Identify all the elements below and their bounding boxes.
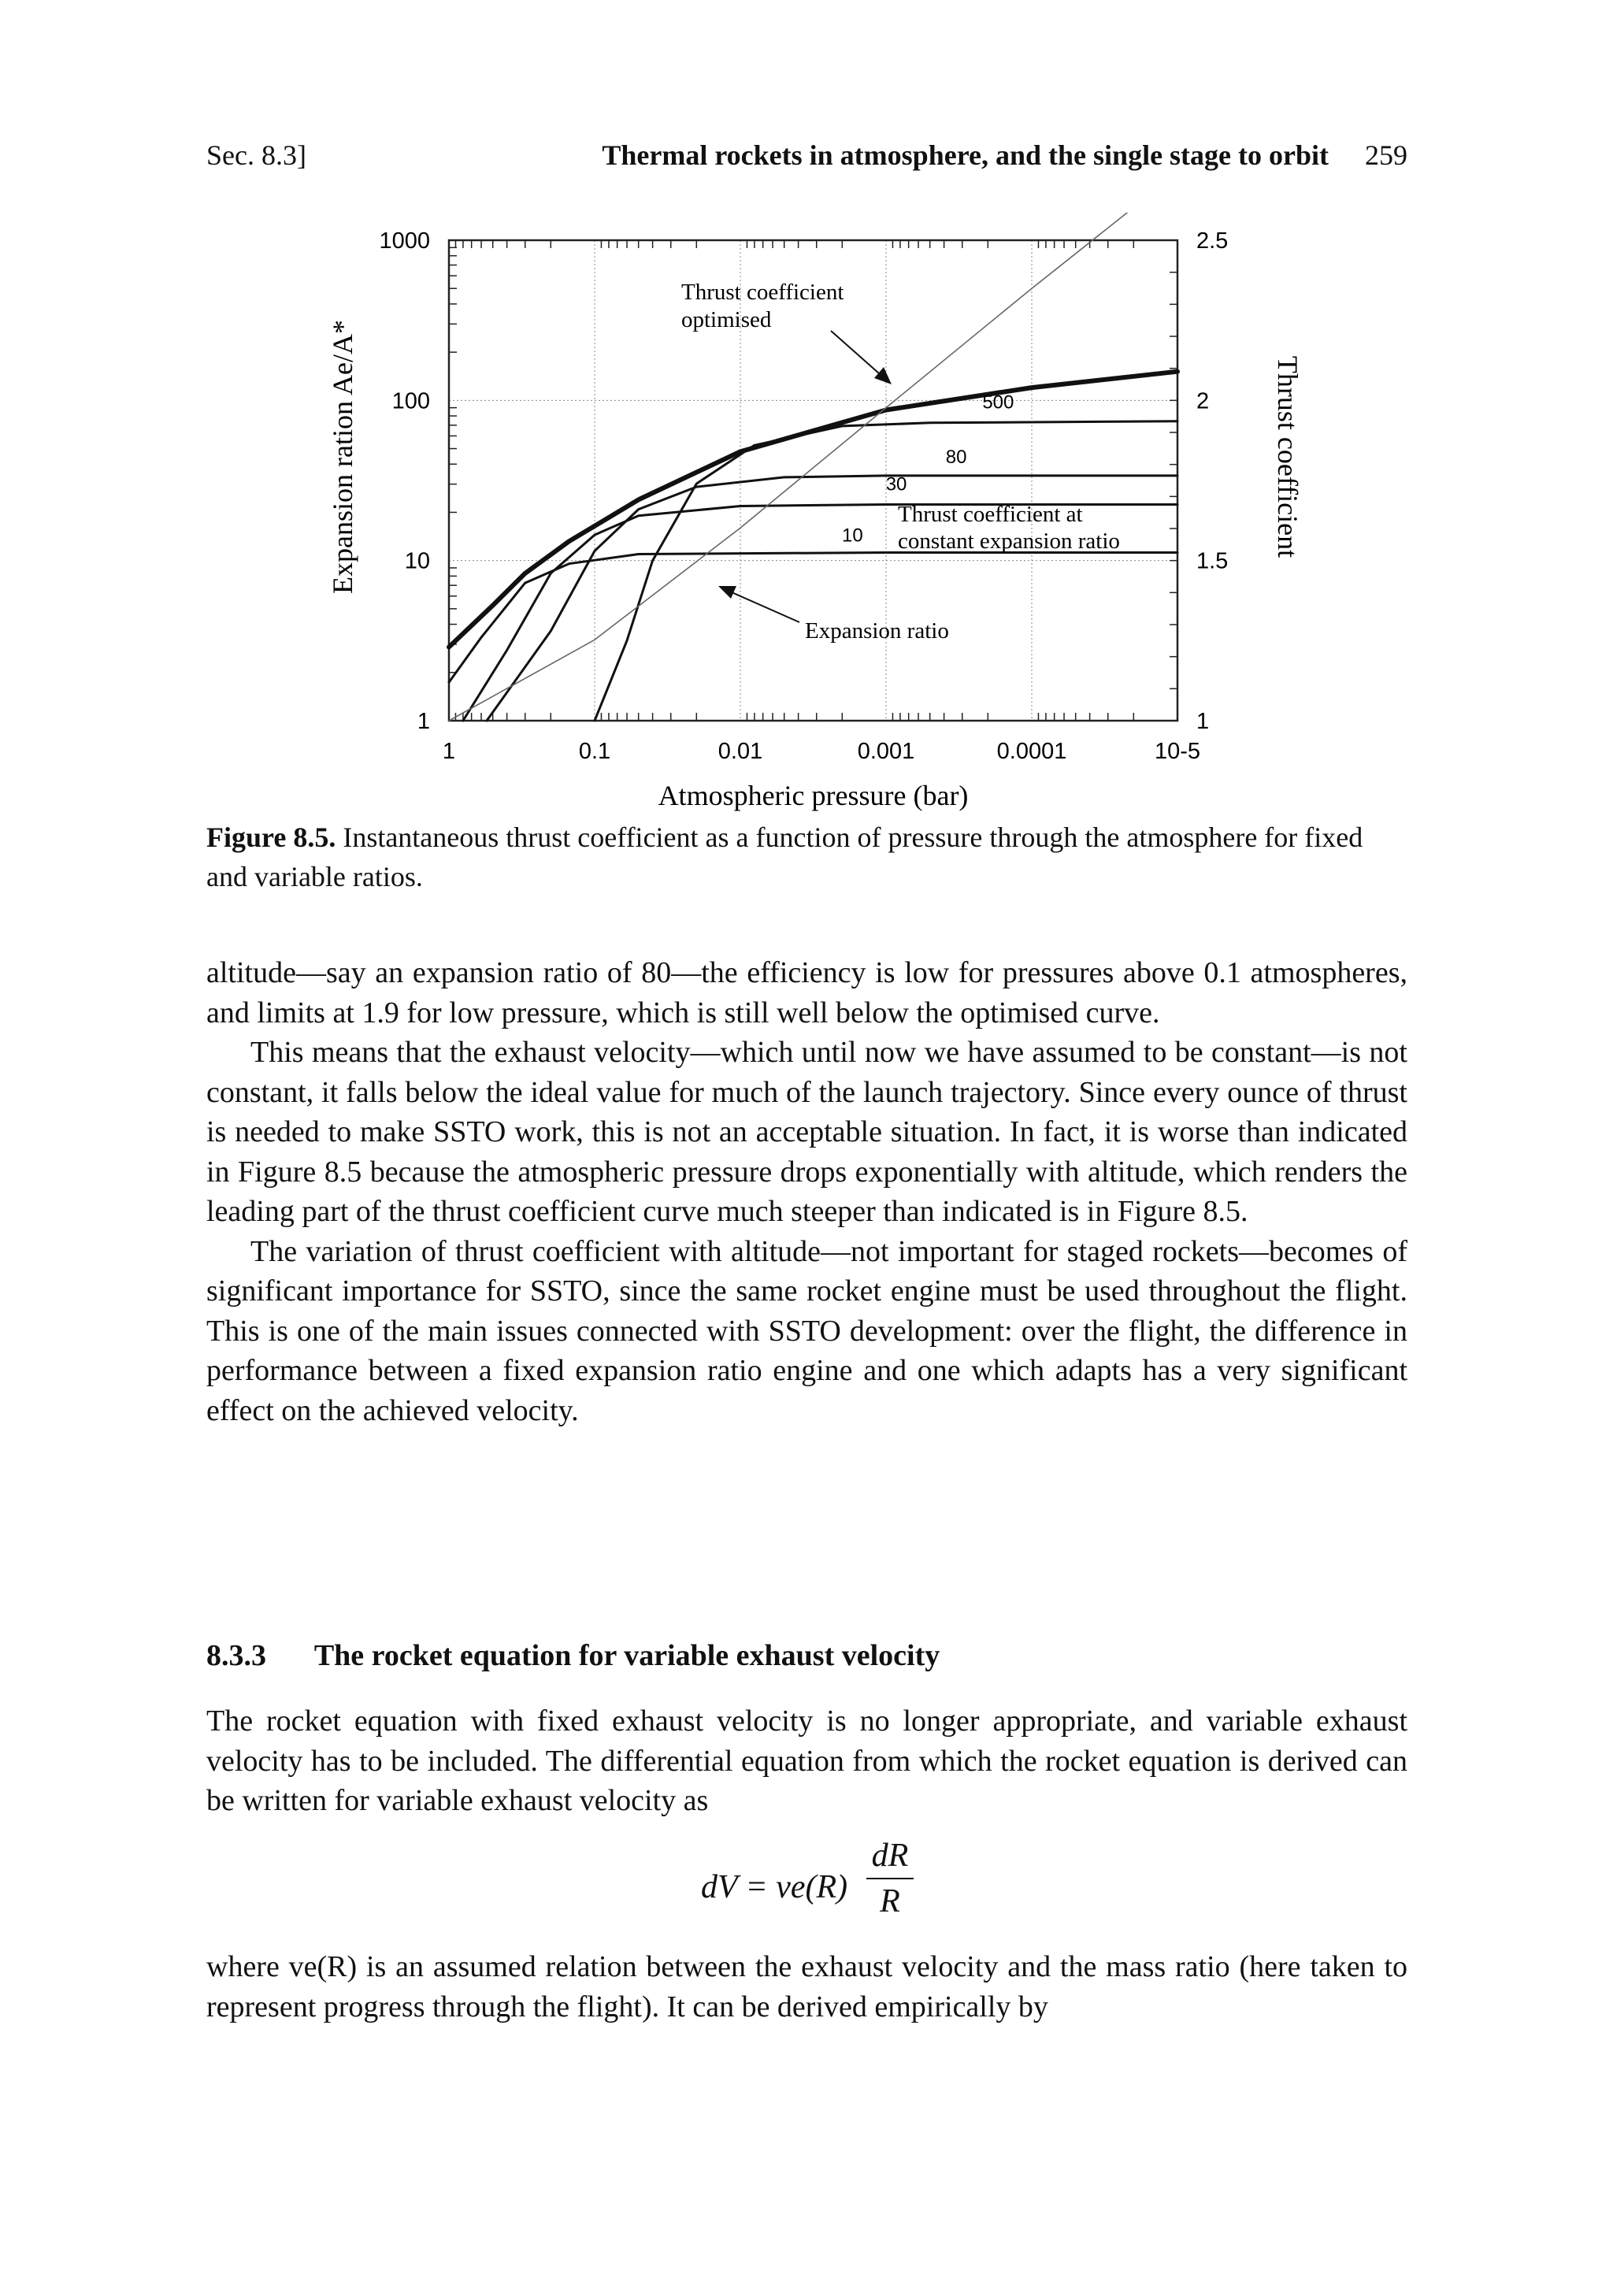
x-tick-label: 1 <box>442 739 456 764</box>
series-label: 500 <box>982 391 1014 414</box>
chart-grid <box>449 240 1177 721</box>
annotation-optimised: optimised <box>681 307 772 332</box>
x-tick-label: 0.001 <box>857 739 915 764</box>
plot-frame <box>449 240 1177 721</box>
section-ref: Sec. 8.3] <box>206 139 306 171</box>
y-right-tick-label: 1 <box>1196 709 1210 734</box>
paragraph: The variation of thrust coefficient with altitude—not important for staged rockets—becomes of significant importance for SSTO, since the same rocket engine must be used throughout the flight. This is one of the main issues connected with SSTO development: over the flight, the difference in performance between a fixed expansion ratio engine and one which adapts has a very significant effect on the achieved velocity. <box>206 1234 1407 1427</box>
equation-lhs: dV = ve(R) <box>701 1869 848 1905</box>
y-left-tick-label: 1 <box>417 709 430 734</box>
x-tick-label: 0.1 <box>578 739 611 764</box>
page-number: 259 <box>1365 139 1407 171</box>
arrow-head <box>718 586 736 599</box>
figure-caption <box>206 818 1407 896</box>
y-left-axis-title: Expansion ration Ae/A* <box>327 320 358 594</box>
paragraph: altitude—say an expansion ratio of 80—the efficiency is low for pressures above 0.1 atmospheres, and limits at 1.9 for low pressure, which is still well below the optimised curve. <box>206 956 1407 1029</box>
equation-numerator: dR <box>871 1838 909 1874</box>
y-right-tick-label: 1.5 <box>1196 548 1229 574</box>
equation <box>701 1837 937 1931</box>
y-right-axis-title: Thrust coefficient <box>1272 355 1303 558</box>
x-tick-label: 0.0001 <box>996 739 1067 764</box>
arrow-head <box>874 367 892 384</box>
paragraph: The rocket equation with fixed exhaust velocity is no longer appropriate, and variable exhaust velocity has to be included. The differential equation from which the rocket equation is derived can be written for variable exhaust velocity as <box>206 1704 1407 1817</box>
running-head <box>206 139 1407 178</box>
paragraph: This means that the exhaust velocity—which until now we have assumed to be constant—is not constant, it falls below the ideal value for much of the launch trajectory. Since every ounce of thrust is needed to make SSTO work, this is not an acceptable situation. In fact, it is worse than indicated in Figure 8.5 because the atmospheric pressure drops exponentially with altitude, which renders the leading part of the thrust coefficient curve much steeper than indicated is in Figure 8.5. <box>206 1036 1407 1228</box>
paragraph: where ve(R) is an assumed relation between the exhaust velocity and the mass ratio (here taken to represent progress through the flight). It can be derived empirically by <box>206 1950 1407 2023</box>
arrow-line <box>831 331 886 380</box>
y-right-tick-label: 2.5 <box>1196 228 1229 254</box>
chart-labels <box>327 228 1303 811</box>
arrow-line <box>725 589 799 622</box>
annotation-constant: constant expansion ratio <box>898 529 1120 554</box>
equation-fraction <box>866 1837 914 1920</box>
series-label: 30 <box>885 473 907 495</box>
annotation-expansion: Expansion ratio <box>805 618 949 644</box>
figure-chart <box>299 213 1323 811</box>
body-paragraphs-top <box>206 953 1407 1430</box>
body-paragraph-bottom <box>206 1947 1407 2027</box>
series-label: 80 <box>945 446 967 468</box>
x-tick-label: 10-5 <box>1154 739 1201 764</box>
running-title: Thermal rockets in atmosphere, and the single stage to orbit <box>602 139 1329 171</box>
annotation-optimised: Thrust coefficient <box>681 280 844 305</box>
section-title: The rocket equation for variable exhaust velocity <box>313 1639 940 1672</box>
chart-ticks <box>449 240 1177 721</box>
y-left-tick-label: 100 <box>391 388 430 414</box>
caption-label: Figure 8.5. <box>206 822 336 853</box>
body-paragraph-mid <box>206 1701 1407 1821</box>
annotation-constant: Thrust coefficient at <box>898 502 1083 527</box>
x-tick-label: 0.01 <box>718 739 763 764</box>
caption-text: Instantaneous thrust coefficient as a function of pressure through the atmosphere for fixed and variable ratios. <box>206 822 1363 892</box>
series-label: 10 <box>842 525 863 547</box>
section-number: 8.3.3 <box>206 1639 266 1672</box>
y-left-tick-label: 10 <box>404 548 430 574</box>
section-heading <box>206 1638 940 1673</box>
y-left-tick-label: 1000 <box>379 228 430 254</box>
x-axis-title: Atmospheric pressure (bar) <box>658 780 969 811</box>
equation-denominator: R <box>880 1883 900 1920</box>
y-right-tick-label: 2 <box>1196 388 1210 414</box>
